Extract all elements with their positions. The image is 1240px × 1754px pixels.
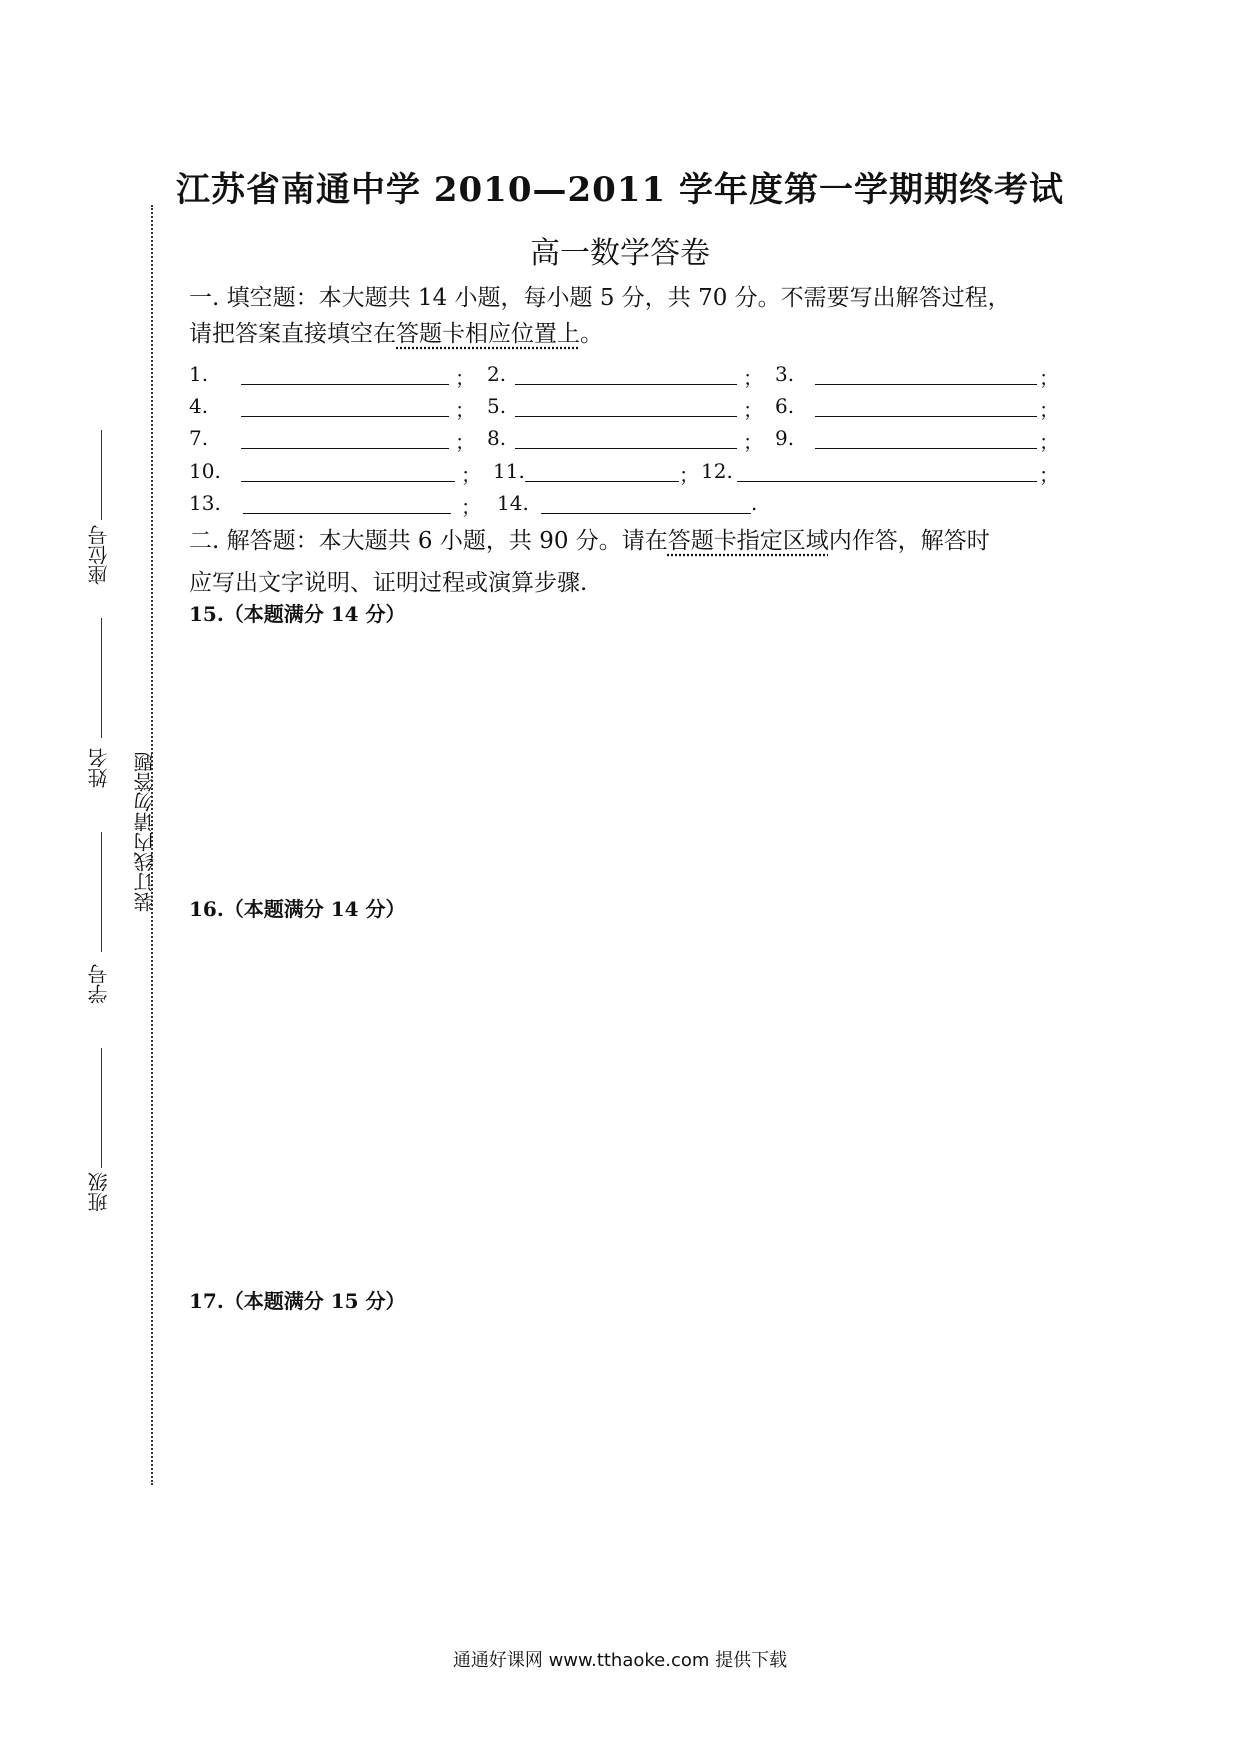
blank-number: 6. [775,394,795,418]
separator: ； [1039,366,1059,390]
blank-number: 2. [487,362,507,386]
separator: ； [679,463,699,487]
separator: ； [461,495,481,519]
blank-number: 5. [487,394,507,418]
class-label: 班级 [87,1172,111,1212]
separator: ； [743,430,763,454]
blank-number: 4. [189,394,209,418]
name-label: 姓名 [87,748,111,788]
separator: ； [455,398,475,422]
separator: ； [461,463,481,487]
subtitle-text: 高一数学答卷 [530,236,710,271]
separator: ； [1039,430,1059,454]
section1-line2-emphasis: 答题卡相应位置上 [396,321,580,347]
answer-blank-14[interactable] [541,513,751,514]
blank-number: 9. [775,426,795,450]
blank-number: 12. [701,459,733,483]
section2-line1-emphasis: 答题卡指定区域 [667,528,829,554]
answer-blank-13[interactable] [243,513,451,514]
name-write-line[interactable] [101,618,102,738]
blank-number: 13. [189,491,221,515]
answer-blank-8[interactable] [515,448,737,449]
answer-blank-4[interactable] [241,416,449,417]
section1-line2-suffix: 。 [580,321,603,347]
answer-blank-9[interactable] [815,448,1037,449]
blank-number: 11. [493,459,525,483]
answer-sheet-subtitle [0,228,1240,272]
blank-number: 8. [487,426,507,450]
exam-title: 江苏省南通中学 2010—2011 学年度第一学期期终考试 [176,170,1064,210]
blank-row-3 [189,426,1069,458]
separator: ； [743,366,763,390]
section1-instructions [189,280,1069,352]
question-16-header: 16.（本题满分 14 分） [189,897,406,921]
student-id-write-line[interactable] [101,832,102,952]
blank-number: 1. [189,362,209,386]
separator: ； [455,366,475,390]
separator: ； [455,430,475,454]
seat-write-line[interactable] [101,430,102,520]
answer-blank-1[interactable] [241,384,449,385]
blank-row-1 [189,362,1069,394]
section1-line1: 一. 填空题：本大题共 14 小题，每小题 5 分，共 70 分。不需要写出解答过程， [189,285,1011,311]
blank-number: 7. [189,426,209,450]
blank-number: 14. [497,491,529,515]
section2-line1-suffix: 内作答，解答时 [828,528,990,554]
question-15-header: 15.（本题满分 14 分） [189,602,406,626]
separator: ； [1039,398,1059,422]
section2-line1-prefix: 二. 解答题：本大题共 6 小题，共 90 分。请在 [189,528,668,554]
binding-note: 装订线内请勿答题 [133,752,157,912]
answer-blank-5[interactable] [515,416,737,417]
answer-blank-12[interactable] [737,481,1037,482]
section1-line2-prefix: 请把答案直接填空在 [189,321,396,347]
question-17-header: 17.（本题满分 15 分） [189,1289,406,1313]
answer-blank-3[interactable] [815,384,1037,385]
section2-instructions [189,520,1069,604]
answer-blank-10[interactable] [241,481,455,482]
seat-label: 座位号 [87,525,111,585]
answer-blank-7[interactable] [241,448,449,449]
blank-number: 3. [775,362,795,386]
section2-line2: 应写出文字说明、证明过程或演算步骤. [189,570,588,596]
blank-row-5 [189,491,1069,523]
blank-row-4 [189,459,1069,491]
answer-blank-2[interactable] [515,384,737,385]
answer-blank-11[interactable] [525,481,679,482]
blank-row-2 [189,394,1069,426]
section2-line1 [189,520,1069,562]
answer-blank-6[interactable] [815,416,1037,417]
student-id-label: 学号 [87,964,111,1004]
end-period: . [751,491,758,515]
separator: ； [743,398,763,422]
footer-credit: 通通好课网 www.tthaoke.com 提供下载 [452,1650,788,1671]
separator: ； [1039,463,1059,487]
section1-line2 [189,316,1069,352]
class-write-line[interactable] [101,1048,102,1168]
blank-number: 10. [189,459,221,483]
